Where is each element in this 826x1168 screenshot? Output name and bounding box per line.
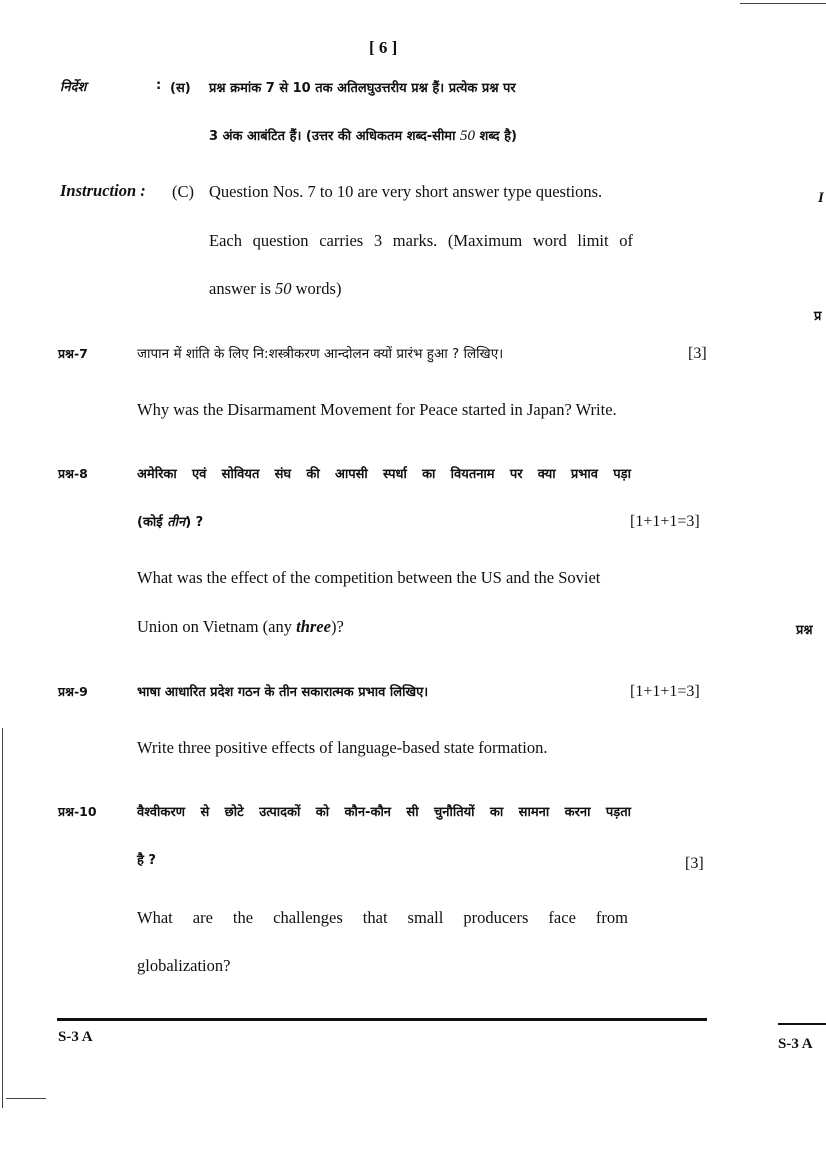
question-9-english: Write three positive effects of language-based state formation. <box>137 738 548 757</box>
question-8-english-line1: What was the effect of the competition between the US and the Soviet <box>137 568 601 587</box>
adjacent-fragment-3: प्रश्न <box>796 623 813 638</box>
instruction-en-line3-text: answer is <box>209 279 275 298</box>
question-10-hindi-line1: वैश्वीकरण से छोटे उत्पादकों को कौन-कौन सी चुनौतियों का सामना करना पड़ता <box>137 805 631 820</box>
question-8-hindi-line2-text: (कोई <box>137 515 168 530</box>
question-7-label: प्रश्न-7 <box>58 346 88 361</box>
question-8-hindi-line2-end: ) ? <box>185 515 204 530</box>
instruction-en-label: Instruction : <box>60 181 146 200</box>
instruction-en-line2: Each question carries 3 marks. (Maximum word limit of <box>209 231 633 250</box>
instruction-hi-line2 <box>209 126 517 145</box>
question-10-english-line2: globalization? <box>137 956 231 975</box>
instruction-hi-label: निर्देश <box>60 80 87 95</box>
question-8-english-line2-end: )? <box>330 617 344 636</box>
question-7-english: Why was the Disarmament Movement for Peace started in Japan? Write. <box>137 400 617 419</box>
question-9-marks: [1+1+1=3] <box>630 683 700 700</box>
page-number: [ 6 ] <box>369 38 398 57</box>
instruction-hi-colon: : <box>156 78 162 93</box>
adjacent-fragment-2: प्र <box>814 309 822 324</box>
scan-edge-stub <box>6 1098 46 1099</box>
question-10-marks: [3] <box>685 855 704 872</box>
footer-code: S-3 A <box>58 1029 93 1045</box>
question-8-hindi-line2 <box>137 512 203 530</box>
scan-edge-line <box>2 728 3 1108</box>
question-8-english-line2 <box>137 617 344 637</box>
question-10-hindi-line2: है ? <box>137 853 156 868</box>
instruction-hi-word-limit: 50 <box>459 128 475 144</box>
instruction-hi-marker: (स) <box>170 81 191 96</box>
question-7-hindi: जापान में शांति के लिए नि:शस्त्रीकरण आन्दोलन क्यों प्रारंभ हुआ ? लिखिए। <box>137 346 504 362</box>
question-9-hindi: भाषा आधारित प्रदेश गठन के तीन सकारात्मक प्रभाव लिखिए। <box>137 685 429 700</box>
question-8-english-line2-text: Union on Vietnam (any <box>137 617 297 636</box>
question-8-hindi-emphasis: तीन <box>167 515 186 530</box>
question-10-label: प्रश्न-10 <box>58 804 97 819</box>
instruction-hi-line1: प्रश्न क्रमांक 7 से 10 तक अतिलघुउत्तरीय प्रश्न हैं। प्रत्येक प्रश्न पर <box>209 81 516 96</box>
adjacent-fragment-1: I <box>818 190 824 206</box>
footer-rule <box>57 1018 707 1021</box>
instruction-en-line1: Question Nos. 7 to 10 are very short answer type questions. <box>209 182 603 201</box>
question-8-marks: [1+1+1=3] <box>630 513 700 530</box>
scan-top-right-stub <box>740 3 826 4</box>
question-8-label: प्रश्न-8 <box>58 466 88 481</box>
instruction-en-line3-end: words) <box>291 279 342 298</box>
instruction-hi-line2-text: 3 अंक आबंटित हैं। (उत्तर की अधिकतम शब्द-सीमा <box>209 129 460 144</box>
question-7-marks: [3] <box>688 345 707 362</box>
instruction-en-word-limit: 50 <box>274 279 292 298</box>
instruction-hi-line2-end: शब्द है) <box>474 129 517 144</box>
question-8-english-emphasis: three <box>296 617 331 636</box>
instruction-en-marker: (C) <box>172 182 194 201</box>
instruction-en-line3 <box>209 279 341 299</box>
question-9-label: प्रश्न-9 <box>58 684 88 699</box>
question-8-hindi-line1: अमेरिका एवं सोवियत संघ की आपसी स्पर्धा का वियतनाम पर क्या प्रभाव पड़ा <box>137 467 631 482</box>
question-10-english-line1: What are the challenges that small producers face from <box>137 908 628 927</box>
adjacent-footer-rule <box>778 1023 826 1025</box>
adjacent-footer-code: S-3 A <box>778 1036 813 1052</box>
